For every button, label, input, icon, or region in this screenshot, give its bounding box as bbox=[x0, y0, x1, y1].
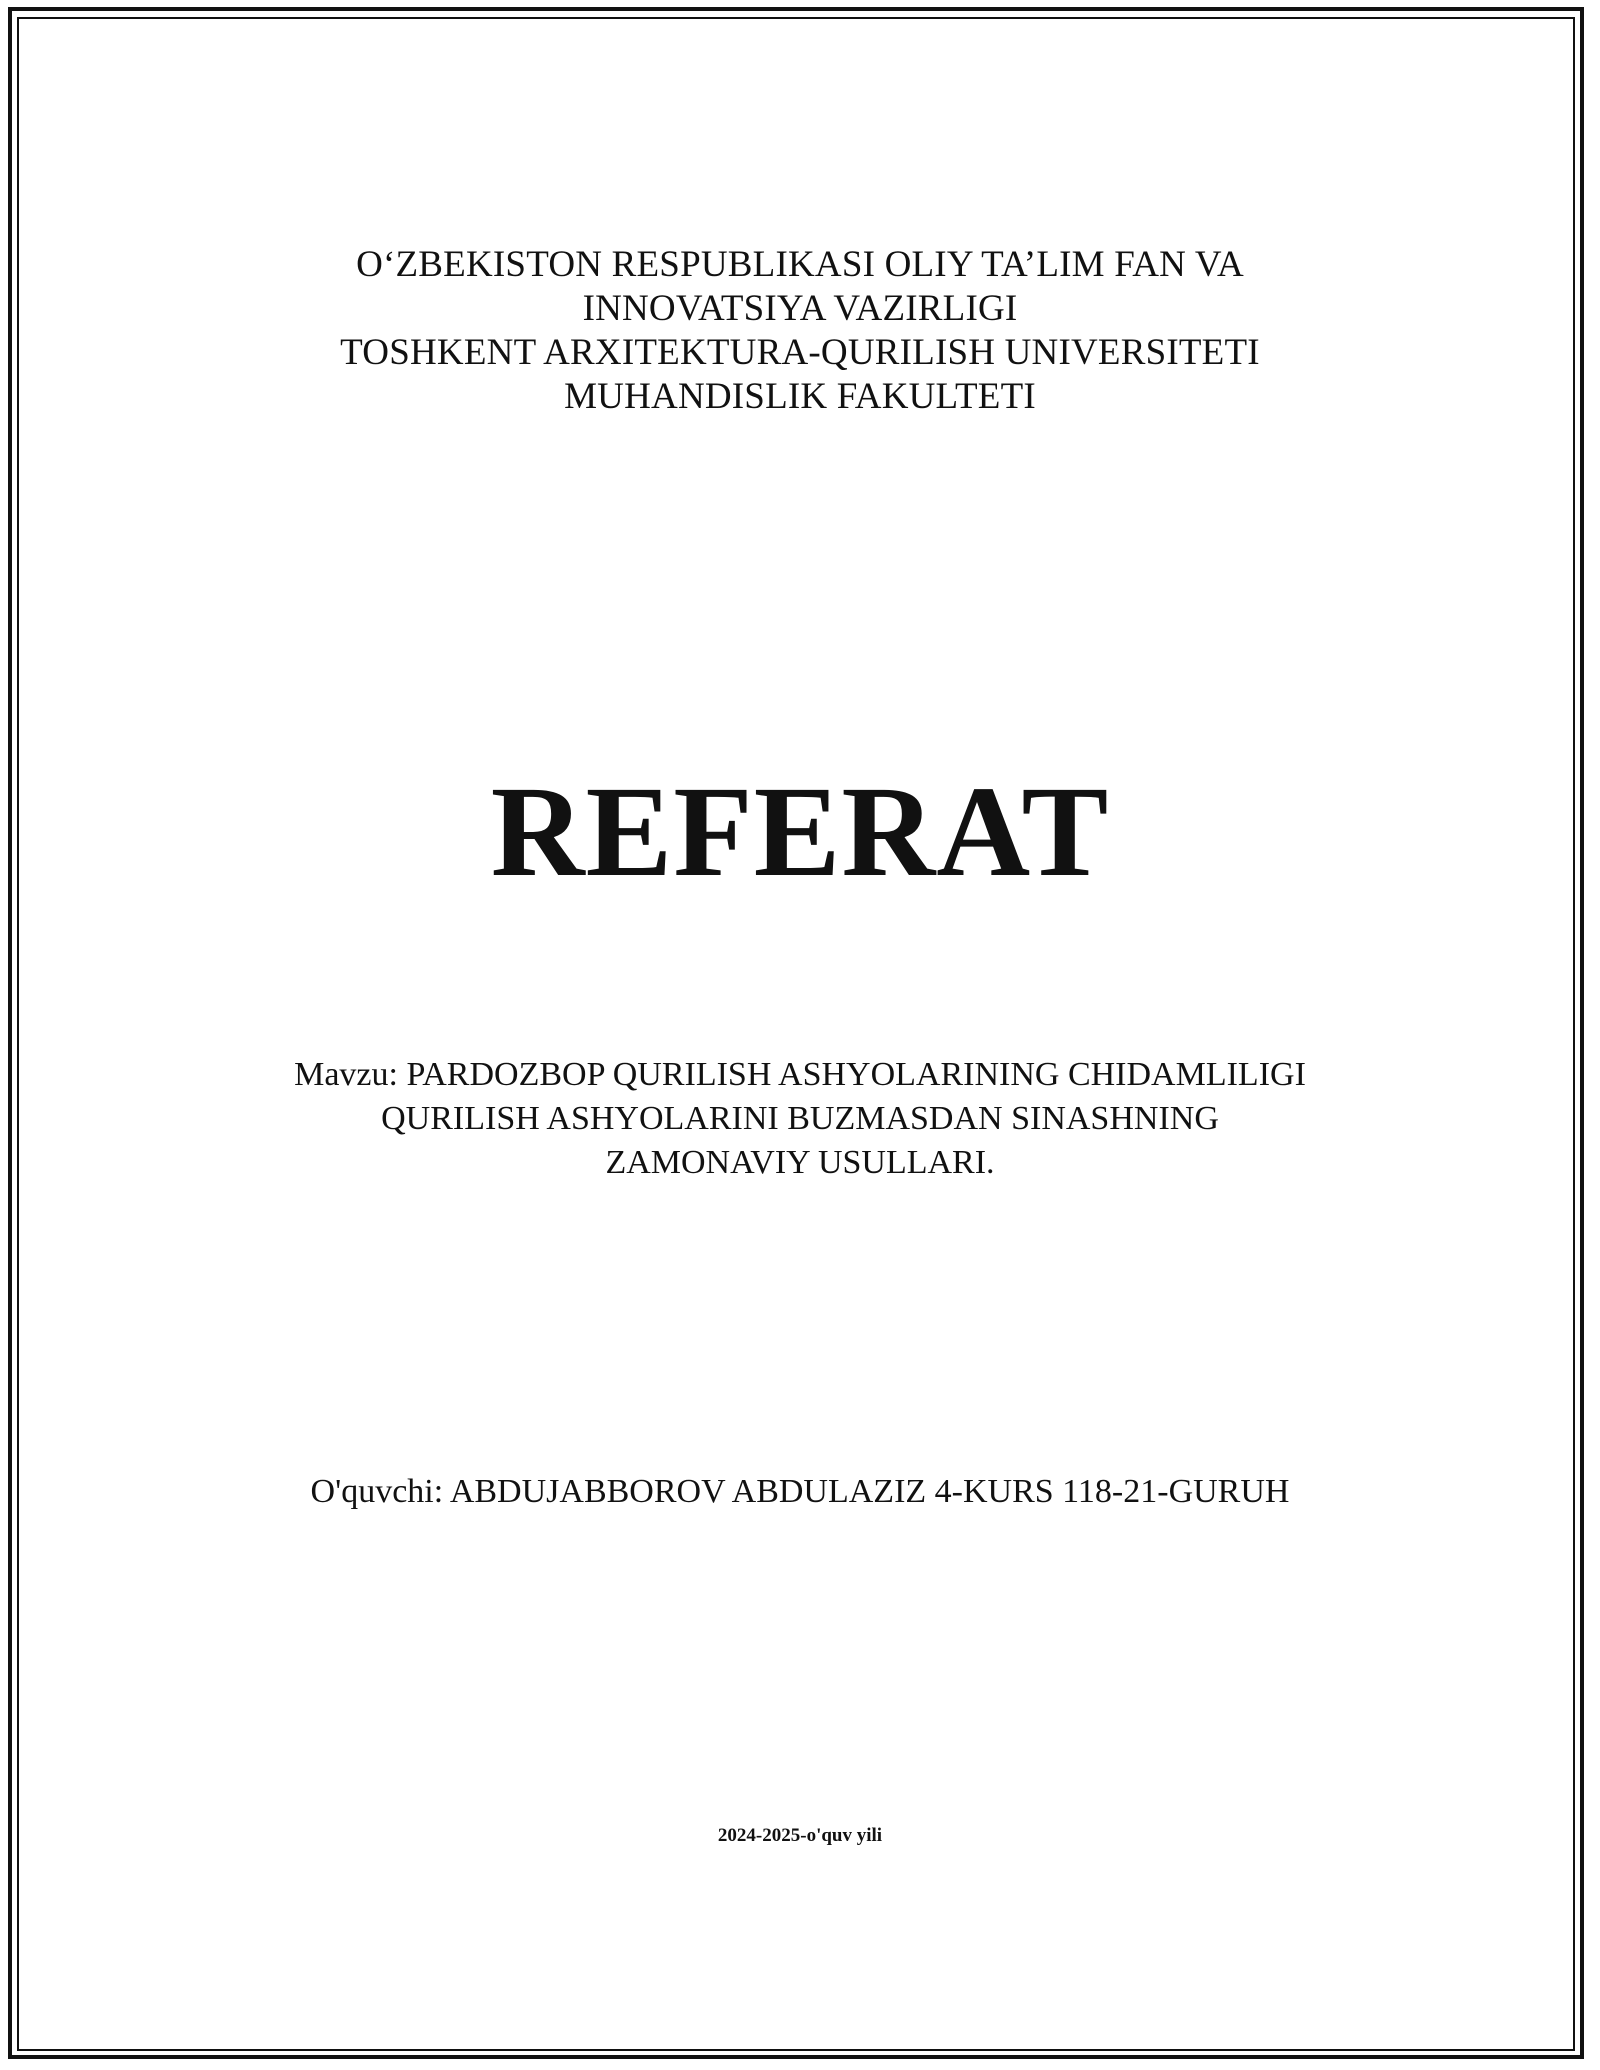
institution-header bbox=[0, 243, 1600, 419]
topic-block bbox=[0, 1053, 1600, 1185]
header-line-ministry: O‘ZBEKISTON RESPUBLIKASI OLIY TA’LIM FAN VA bbox=[356, 244, 1244, 285]
topic-line-1: Mavzu: PARDOZBOP QURILISH ASHYOLARINING CHIDAMLILIGI bbox=[294, 1056, 1306, 1093]
student-info: O'quvchi: ABDUJABBOROV ABDULAZIZ 4-KURS 118-21-GURUH bbox=[310, 1473, 1290, 1510]
topic-line-2: QURILISH ASHYOLARINI BUZMASDAN SINASHNING bbox=[381, 1100, 1219, 1137]
topic-line-3: ZAMONAVIY USULLARI. bbox=[605, 1144, 995, 1181]
header-line-university: TOSHKENT ARXITEKTURA-QURILISH UNIVERSITETI bbox=[340, 332, 1260, 373]
document-title: REFERAT bbox=[490, 760, 1110, 904]
header-line-ministry-cont: INNOVATSIYA VAZIRLIGI bbox=[582, 288, 1018, 329]
header-line-faculty: MUHANDISLIK FAKULTETI bbox=[564, 376, 1036, 417]
academic-year: 2024-2025-o'quv yili bbox=[717, 1825, 883, 1846]
